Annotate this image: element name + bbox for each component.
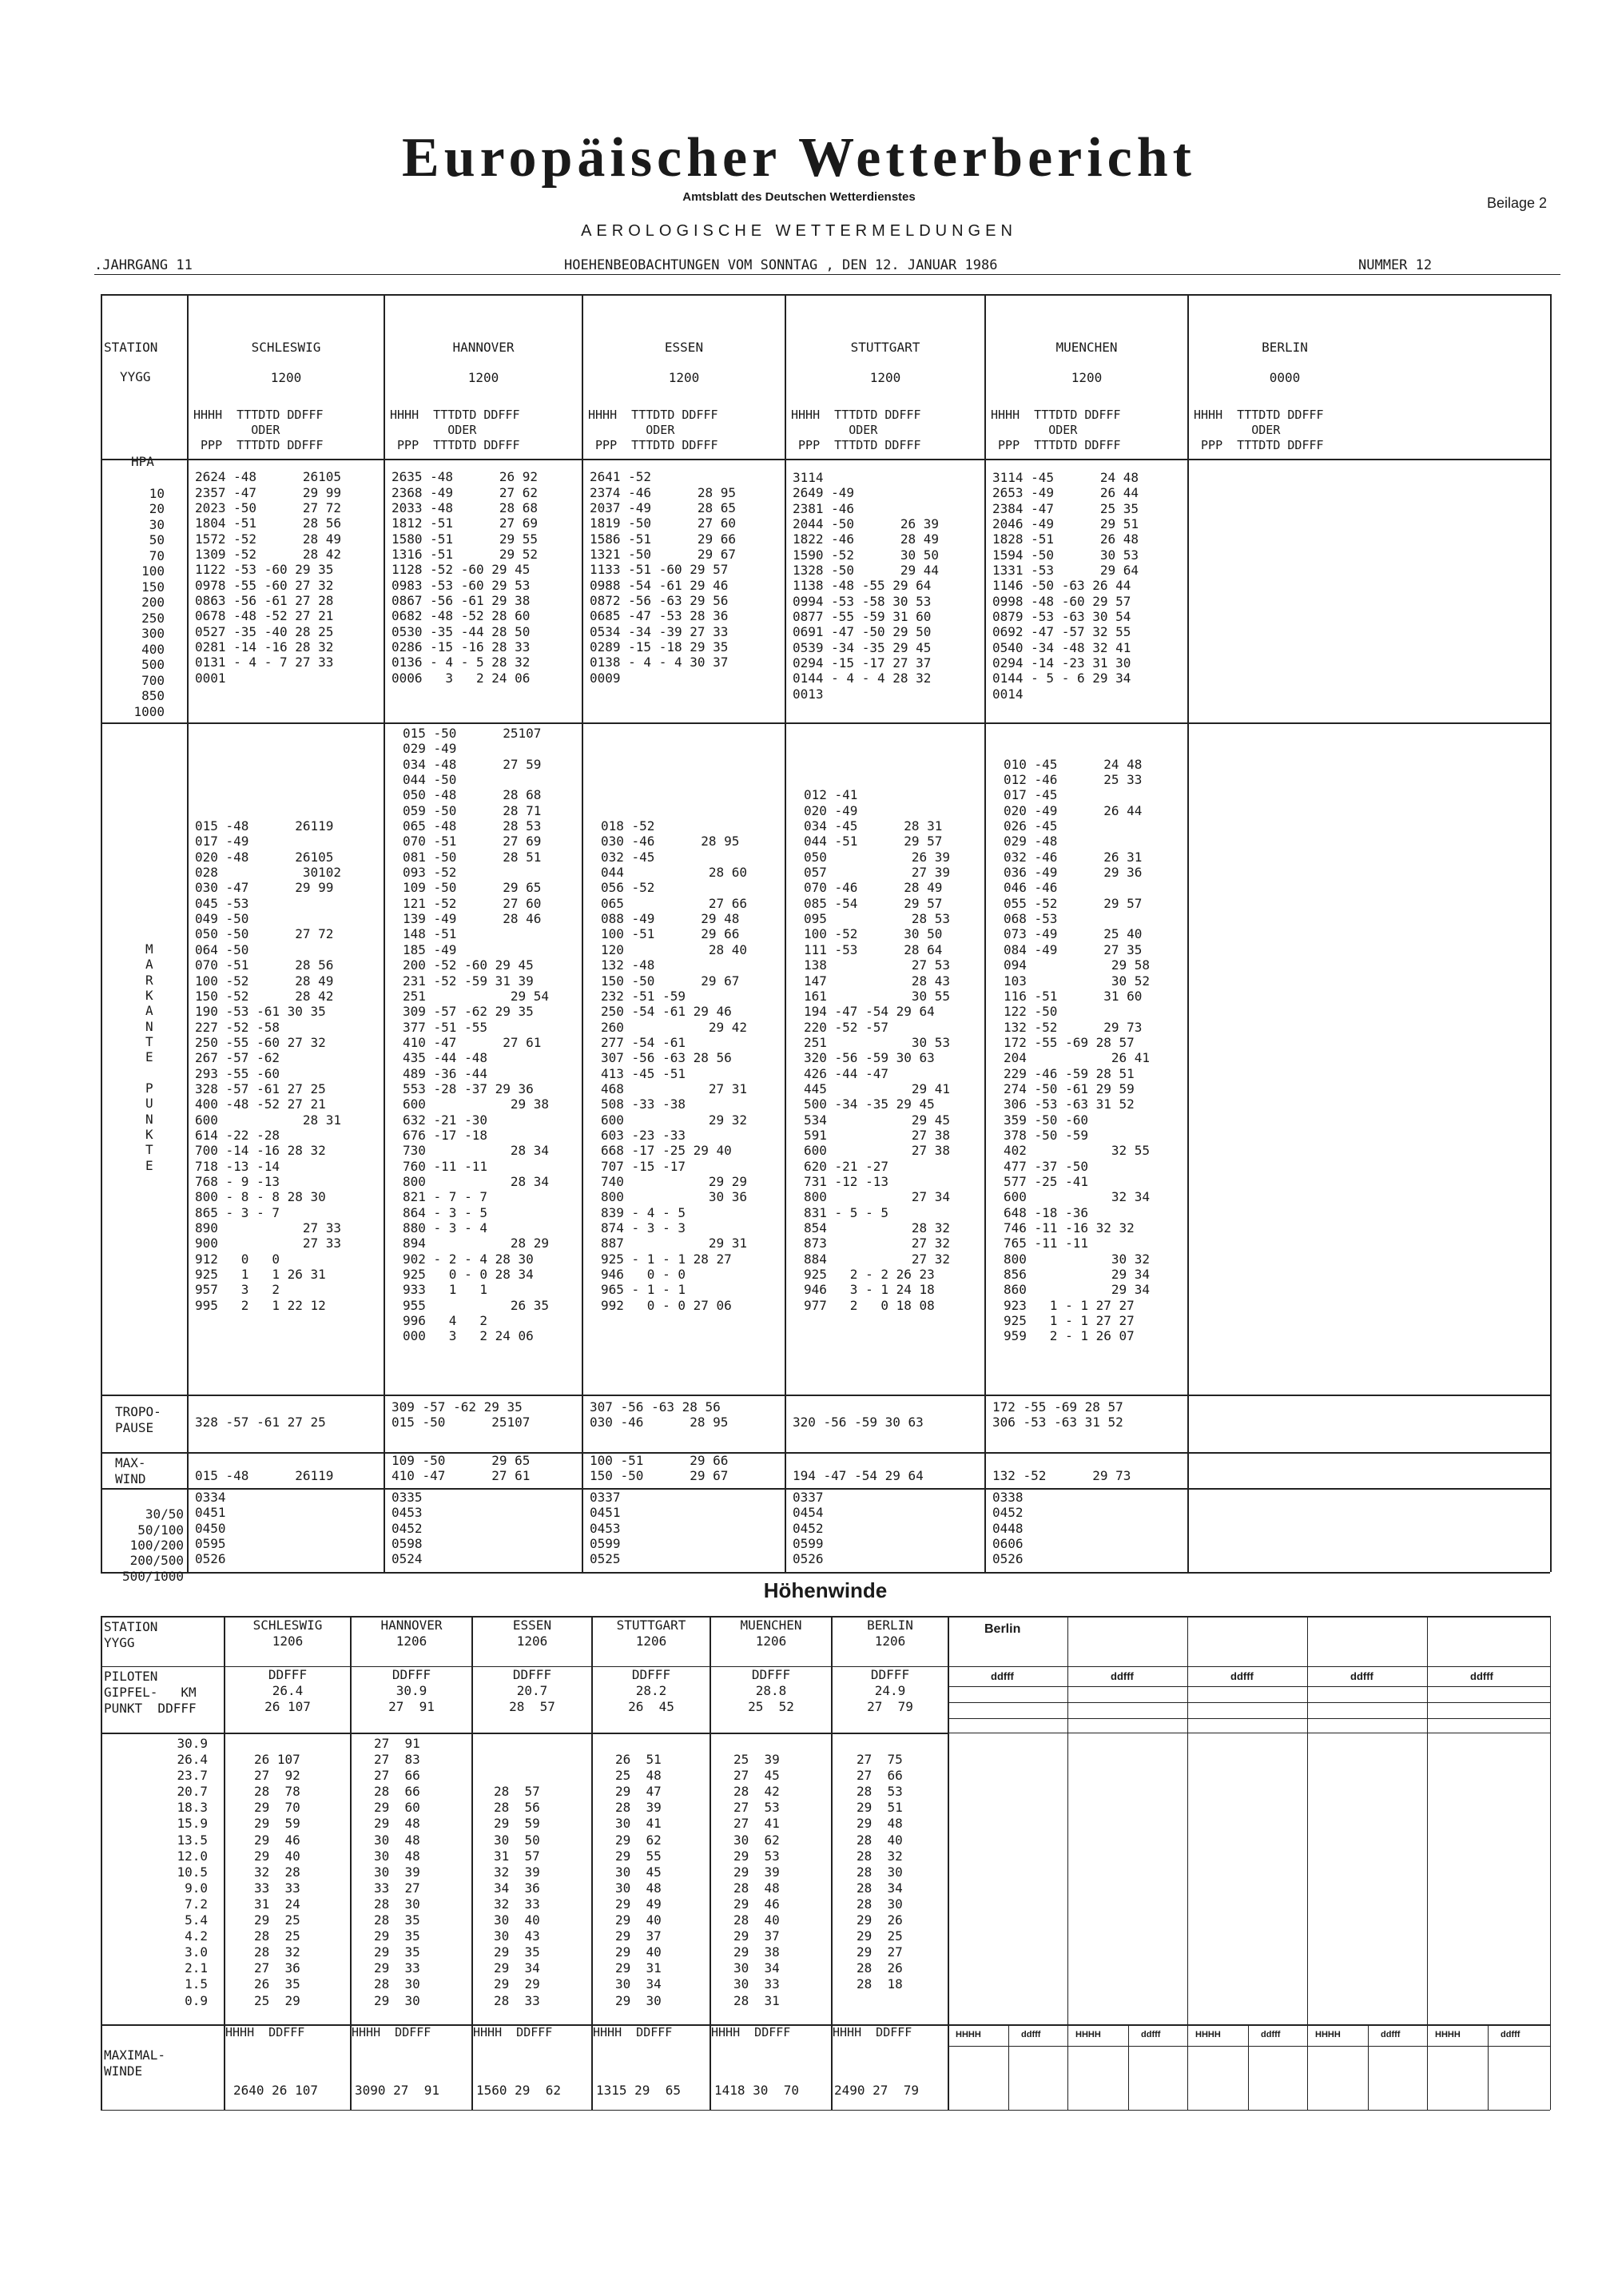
winds-station-label: STATION YYGG bbox=[104, 1619, 158, 1650]
winds-data: 28 57 28 56 29 59 30 50 31 57 32 39 34 36 32 33 30 40 30 43 29 35 29 34 29 29 28 33 bbox=[494, 1784, 540, 2008]
station-time: 1200 bbox=[668, 370, 700, 385]
tropopause-values: 320 -56 -59 30 63 bbox=[793, 1415, 924, 1431]
station-column-muenchen bbox=[986, 296, 1187, 1567]
winds-station-time: 1206 bbox=[874, 1633, 906, 1649]
winds-station-name: BERLIN bbox=[867, 1618, 913, 1633]
thickness-values: 0337 0454 0452 0599 0526 bbox=[793, 1490, 824, 1567]
level-row: 500 bbox=[141, 657, 165, 672]
winds-station-name: ESSEN bbox=[512, 1618, 552, 1633]
column-header: HHHH TTTDTD DDFFF ODER PPP TTTDTD DDFFF bbox=[193, 408, 324, 452]
level-row: 250 bbox=[141, 610, 165, 626]
winds-max-value: 3090 27 91 bbox=[355, 2083, 439, 2098]
thickness-labels: 30/50 50/100 100/200 200/500 500/1000 bbox=[121, 1506, 184, 1584]
station-time: 1200 bbox=[869, 370, 901, 385]
supplement-label: Beilage 2 bbox=[1486, 195, 1547, 211]
winds-column-berlin bbox=[833, 1618, 948, 2098]
level-row: 150 bbox=[141, 579, 165, 595]
level-row: 850 bbox=[141, 688, 165, 703]
station-name: SCHLESWIG bbox=[251, 340, 321, 355]
column-header: HHHH TTTDTD DDFFF ODER PPP TTTDTD DDFFF bbox=[791, 408, 921, 452]
tropopause-label: TROPO- PAUSE bbox=[115, 1404, 161, 1435]
station-time: 1200 bbox=[270, 370, 302, 385]
significant-levels: 012 -41 020 -49 034 -45 28 31 044 -51 29 57 050 26 39 057 27 39 070 -46 28 49 085 -54 29 57 095 28 53 100 -52 30 50 111 -53 28 64 138 27 53 147 28 43 161 30 55 194 -47 -54 29 64 220 -52 -57 251 30 53 320 -56 -59 30 63 426 -44 -47 445 29 41 500 -34 -35 29 45 534 29 45 591 27 38 600 27 38 620 -21 -27 731 -12 -13 800 27 34 831 - 5 - 5 854 28 32 873 27 32 884 27 32 925 2 - 2 26 23 946 3 - 1 24 18 977 2 0 18 08 bbox=[804, 787, 951, 1313]
header-rule bbox=[94, 274, 1560, 275]
yygg-label: YYGG bbox=[120, 369, 151, 384]
winds-max-value: 1560 29 62 bbox=[476, 2083, 561, 2098]
thickness-values: 0337 0451 0453 0599 0525 bbox=[590, 1490, 621, 1567]
winds-data: 25 39 27 45 28 42 27 53 27 41 30 62 29 53 29 39 28 48 29 46 28 40 29 37 29 38 30 34 30 33 28 31 bbox=[733, 1752, 780, 2008]
pressure-levels bbox=[128, 470, 165, 735]
blank-ddfff-5: ddfff bbox=[1470, 1670, 1493, 1682]
tropopause-values: 309 -57 -62 29 35 015 -50 25107 bbox=[392, 1399, 531, 1431]
station-name: STUTTGART bbox=[850, 340, 920, 355]
maxwind-values: 100 -51 29 66 150 -50 29 67 bbox=[590, 1453, 729, 1484]
level-row: 200 bbox=[141, 595, 165, 610]
maxwind-values: 132 -52 29 73 bbox=[992, 1468, 1131, 1484]
station-column-essen bbox=[583, 296, 785, 1567]
standard-levels: 2635 -48 26 92 2368 -49 27 62 2033 -48 28 68 1812 -51 27 69 1580 -51 29 55 1316 -51 29 52 1128 -52 -60 29 45 0983 -53 -60 29 53 0867 -56 -61 29 38 0682 -48 -52 28 60 0530 -35 -44 28 50 0286 -15 -16 28 33 0136 - 4 - 5 28 32 0006 3 2 24 06 bbox=[392, 469, 539, 686]
station-label: STATION bbox=[104, 340, 158, 355]
winds-station-time: 1206 bbox=[755, 1633, 787, 1649]
thickness-values: 0335 0453 0452 0598 0524 bbox=[392, 1490, 423, 1567]
blank-hhhh-2: HHHH bbox=[1075, 2030, 1101, 2039]
significant-levels: 018 -52 030 -46 28 95 032 -45 044 28 60 056 -52 065 27 66 088 -49 29 48 100 -51 29 66 120 28 40 132 -48 150 -50 29 67 232 -51 -59 250 -54 -61 29 46 260 29 42 277 -54 -61 307 -56 -63 28 56 413 -45 -51 468 27 31 508 -33 -38 600 29 32 603 -23 -33 668 -17 -25 29 40 707 -15 -17 740 29 29 800 30 36 839 - 4 - 5 874 - 3 - 3 887 29 31 925 - 1 - 1 28 27 946 0 - 0 965 - 1 - 1 992 0 - 0 27 06 bbox=[601, 818, 748, 1313]
page-title: Europäischer Wetterbericht bbox=[402, 127, 1196, 189]
column-header: HHHH TTTDTD DDFFF ODER PPP TTTDTD DDFFF bbox=[1194, 408, 1324, 452]
winds-max-header: HHHH DDFFF bbox=[225, 2025, 305, 2039]
winds-summit: DDFFF 30.9 27 91 bbox=[388, 1667, 435, 1714]
standard-levels: 3114 2649 -49 2381 -46 2044 -50 26 39 1822 -46 28 49 1590 -52 30 50 1328 -50 29 44 1138 -48 -55 29 64 0994 -53 -58 30 53 0877 -55 -59 31 60 0691 -47 -50 29 50 0539 -34 -35 29 45 0294 -15 -17 27 37 0144 - 4 - 4 28 32 0013 bbox=[793, 470, 940, 702]
winds-max-value: 1315 29 65 bbox=[596, 2083, 681, 2098]
section-title: AEROLOGISCHE WETTERMELDUNGEN bbox=[581, 222, 1017, 240]
maxwind-values: 194 -47 -54 29 64 bbox=[793, 1468, 924, 1484]
blank-ddfff-max-4: ddfff bbox=[1381, 2030, 1401, 2039]
winds-max-value: 2490 27 79 bbox=[834, 2083, 919, 2098]
level-row: 50 bbox=[149, 532, 165, 547]
level-row: 300 bbox=[141, 626, 165, 641]
level-row: 700 bbox=[141, 672, 165, 688]
blank-ddfff-max-3: ddfff bbox=[1261, 2030, 1281, 2039]
winds-station-time: 1206 bbox=[396, 1633, 427, 1649]
winds-max-header: HHHH DDFFF bbox=[352, 2025, 431, 2039]
blank-ddfff-3: ddfff bbox=[1230, 1670, 1254, 1682]
volume-label: .JAHRGANG 11 bbox=[94, 257, 193, 273]
blank-ddfff-max-1: ddfff bbox=[1021, 2030, 1041, 2039]
significant-levels: 015 -48 26119 017 -49 020 -48 26105 028 30102 030 -47 29 99 045 -53 049 -50 050 -50 27 72 064 -50 070 -51 28 56 100 -52 28 49 150 -52 28 42 190 -53 -61 30 35 227 -52 -58 250 -55 -60 27 32 267 -57 -62 293 -55 -60 328 -57 -61 27 25 400 -48 -52 27 21 600 28 31 614 -22 -28 700 -14 -16 28 32 718 -13 -14 768 - 9 -13 800 - 8 - 8 28 30 865 - 3 - 7 890 27 33 900 27 33 912 0 0 925 1 1 26 31 957 3 2 995 2 1 22 12 bbox=[195, 818, 342, 1313]
winds-column-schleswig bbox=[225, 1618, 350, 2098]
winds-summit: DDFFF 26.4 26 107 bbox=[264, 1667, 311, 1714]
observation-date: HOEHENBEOBACHTUNGEN VOM SONNTAG , DEN 12. JANUAR 1986 bbox=[564, 257, 998, 273]
publisher-subtitle: Amtsblatt des Deutschen Wetterdienstes bbox=[682, 190, 916, 204]
winds-column-stuttgart bbox=[593, 1618, 710, 2098]
winds-station-name: HANNOVER bbox=[380, 1618, 443, 1633]
winds-data: 26 107 27 92 28 78 29 70 29 59 29 46 29 40 32 28 33 33 31 24 29 25 28 25 28 32 27 36 26 35 25 29 bbox=[254, 1752, 300, 2008]
blank-ddfff-max-5: ddfff bbox=[1501, 2030, 1520, 2039]
blank-ddfff-4: ddfff bbox=[1350, 1670, 1373, 1682]
station-time: 0000 bbox=[1269, 370, 1301, 385]
level-row: 100 bbox=[141, 563, 165, 579]
winds-heights: 30.9 26.4 23.7 20.7 18.3 15.9 13.5 12.0 10.5 9.0 7.2 5.4 4.2 3.0 2.1 1.5 0.9 bbox=[177, 1736, 208, 2008]
station-column-schleswig bbox=[189, 296, 384, 1567]
winds-pilot-label: PILOTEN GIPFEL- KM PUNKT DDFFF bbox=[104, 1669, 197, 1716]
station-name: MUENCHEN bbox=[1055, 340, 1118, 355]
column-header: HHHH TTTDTD DDFFF ODER PPP TTTDTD DDFFF bbox=[588, 408, 718, 452]
winds-column-hannover bbox=[352, 1618, 471, 2098]
winds-max-header: HHHH DDFFF bbox=[833, 2025, 912, 2039]
station-column-hannover bbox=[385, 296, 582, 1567]
winds-summit: DDFFF 20.7 28 57 bbox=[509, 1667, 555, 1714]
station-name: HANNOVER bbox=[452, 340, 515, 355]
blank-hhhh-3: HHHH bbox=[1195, 2030, 1221, 2039]
standard-levels: 3114 -45 24 48 2653 -49 26 44 2384 -47 25 35 2046 -49 29 51 1828 -51 26 48 1594 -50 30 53 1331 -53 29 64 1146 -50 -63 26 44 0998 -48 -60 29 57 0879 -53 -63 30 54 0692 -47 -57 32 55 0540 -34 -48 32 41 0294 -14 -23 31 30 0144 - 5 - 6 29 34 0014 bbox=[992, 470, 1139, 702]
significant-levels: 010 -45 24 48 012 -46 25 33 017 -45 020 -49 26 44 026 -45 029 -48 032 -46 26 31 036 -49 29 36 046 -46 055 -52 29 57 068 -53 073 -49 25 40 084 -49 27 35 094 29 58 103 30 52 116 -51 31 60 122 -50 132 -52 29 73 172 -55 -69 28 57 204 26 41 229 -46 -59 28 51 274 -50 -61 29 59 306 -53 -63 31 52 359 -50 -60 378 -50 -59 402 32 55 477 -37 -50 577 -25 -41 600 32 34 648 -18 -36 746 -11 -16 32 32 765 -11 -11 800 30 32 856 29 34 860 29 34 923 1 - 1 27 27 925 1 - 1 27 27 959 2 - 1 26 07 bbox=[1004, 756, 1151, 1344]
winds-data: 27 75 27 66 28 53 29 51 29 48 28 40 28 32 28 30 28 34 28 30 29 26 29 25 29 27 28 26 28 18 bbox=[857, 1752, 903, 1992]
maxwind-values: 015 -48 26119 bbox=[195, 1468, 334, 1484]
winds-max-header: HHHH DDFFF bbox=[711, 2025, 791, 2039]
blank-hhhh-4: HHHH bbox=[1315, 2030, 1341, 2039]
winds-maxwind-label: MAXIMAL- WINDE bbox=[104, 2047, 166, 2079]
station-time: 1200 bbox=[1071, 370, 1103, 385]
winds-max-value: 2640 26 107 bbox=[233, 2083, 318, 2098]
massive-points-label: M A R K A N T E P U N K T E bbox=[145, 941, 153, 1173]
winds-station-time: 1206 bbox=[635, 1633, 667, 1649]
issue-number: NUMMER 12 bbox=[1358, 257, 1433, 273]
thickness-values: 0334 0451 0450 0595 0526 bbox=[195, 1490, 226, 1567]
winds-station-name: STUTTGART bbox=[616, 1618, 686, 1633]
blank-hhhh-5: HHHH bbox=[1435, 2030, 1461, 2039]
tropopause-values: 307 -56 -63 28 56 030 -46 28 95 bbox=[590, 1399, 729, 1431]
maxwind-values: 109 -50 29 65 410 -47 27 61 bbox=[392, 1453, 531, 1484]
tropopause-values: 172 -55 -69 28 57 306 -53 -63 31 52 bbox=[992, 1399, 1123, 1431]
winds-max-header: HHHH DDFFF bbox=[593, 2025, 673, 2039]
column-header: HHHH TTTDTD DDFFF ODER PPP TTTDTD DDFFF bbox=[390, 408, 520, 452]
level-row: 70 bbox=[149, 547, 165, 563]
level-row: 30 bbox=[149, 516, 165, 532]
winds-max-header: HHHH DDFFF bbox=[473, 2025, 553, 2039]
winds-column-muenchen bbox=[711, 1618, 831, 2098]
winds-station-time: 1206 bbox=[272, 1633, 304, 1649]
tropopause-values: 328 -57 -61 27 25 bbox=[195, 1415, 326, 1431]
standard-levels: 2624 -48 26105 2357 -47 29 99 2023 -50 27 72 1804 -51 28 56 1572 -52 28 49 1309 -52 28 42 1122 -53 -60 29 35 0978 -55 -60 27 32 0863 -56 -61 27 28 0678 -48 -52 27 21 0527 -35 -40 28 25 0281 -14 -16 28 32 0131 - 4 - 7 27 33 0001 bbox=[195, 469, 342, 686]
winds-summit: DDFFF 28.2 26 45 bbox=[628, 1667, 674, 1714]
maxwind-label: MAX- WIND bbox=[115, 1455, 146, 1486]
level-row: 400 bbox=[141, 641, 165, 657]
blank-hhhh-1: HHHH bbox=[956, 2030, 981, 2039]
significant-levels: 015 -50 25107 029 -49 034 -48 27 59 044 -50 050 -48 28 68 059 -50 28 71 065 -48 28 53 070 -51 27 69 081 -50 28 51 093 -52 109 -50 29 65 121 -52 27 60 139 -49 28 46 148 -51 185 -49 200 -52 -60 29 45 231 -52 -59 31 39 251 29 54 309 -57 -62 29 35 377 -51 -55 410 -47 27 61 435 -44 -48 489 -36 -44 553 -28 -37 29 36 600 29 38 632 -21 -30 676 -17 -18 730 28 34 760 -11 -11 800 28 34 821 - 7 - 7 864 - 3 - 5 880 - 3 - 4 894 28 29 902 - 2 - 4 28 30 925 0 - 0 28 34 933 1 1 955 26 35 996 4 2 000 3 2 24 06 bbox=[403, 726, 550, 1344]
level-row: 10 bbox=[149, 485, 165, 501]
blank-ddfff-2: ddfff bbox=[1111, 1670, 1134, 1682]
level-row: 1000 bbox=[133, 703, 165, 719]
winds-data: 27 91 27 83 27 66 28 66 29 60 29 48 30 48 30 48 30 39 33 27 28 30 28 35 29 35 29 35 29 33 28 30 29 30 bbox=[374, 1736, 420, 2008]
winds-column-essen bbox=[473, 1618, 591, 2098]
column-header: HHHH TTTDTD DDFFF ODER PPP TTTDTD DDFFF bbox=[991, 408, 1121, 452]
winds-station-time: 1206 bbox=[516, 1633, 548, 1649]
station-name: BERLIN bbox=[1262, 340, 1308, 355]
standard-levels: 2641 -52 2374 -46 28 95 2037 -49 28 65 1819 -50 27 60 1586 -51 29 66 1321 -50 29 67 1133 -51 -60 29 57 0988 -54 -61 29 46 0872 -56 -63 29 56 0685 -47 -53 28 36 0534 -34 -39 27 33 0289 -15 -18 29 35 0138 - 4 - 4 30 37 0009 bbox=[590, 469, 737, 686]
winds-summit: DDFFF 28.8 25 52 bbox=[748, 1667, 794, 1714]
level-row: 20 bbox=[149, 501, 165, 516]
thickness-values: 0338 0452 0448 0606 0526 bbox=[992, 1490, 1024, 1567]
blank-ddfff-1: ddfff bbox=[991, 1670, 1014, 1682]
station-time: 1200 bbox=[467, 370, 499, 385]
station-name: ESSEN bbox=[664, 340, 704, 355]
station-column-stuttgart bbox=[786, 296, 984, 1567]
winds-summit: DDFFF 24.9 27 79 bbox=[867, 1667, 913, 1714]
blank-ddfff-max-2: ddfff bbox=[1141, 2030, 1161, 2039]
hpa-label: HPA bbox=[131, 454, 154, 469]
winds-station-name: SCHLESWIG bbox=[252, 1618, 323, 1633]
winds-station-name: MUENCHEN bbox=[740, 1618, 802, 1633]
winds-title: Höhenwinde bbox=[763, 1578, 888, 1602]
blank-station-label: Berlin bbox=[984, 1622, 1021, 1636]
winds-data: 26 51 25 48 29 47 28 39 30 41 29 62 29 55 30 45 30 48 29 49 29 40 29 37 29 40 29 31 30 34 29 30 bbox=[615, 1752, 662, 2008]
winds-max-value: 1418 30 70 bbox=[714, 2083, 799, 2098]
station-column-berlin bbox=[1189, 296, 1381, 452]
